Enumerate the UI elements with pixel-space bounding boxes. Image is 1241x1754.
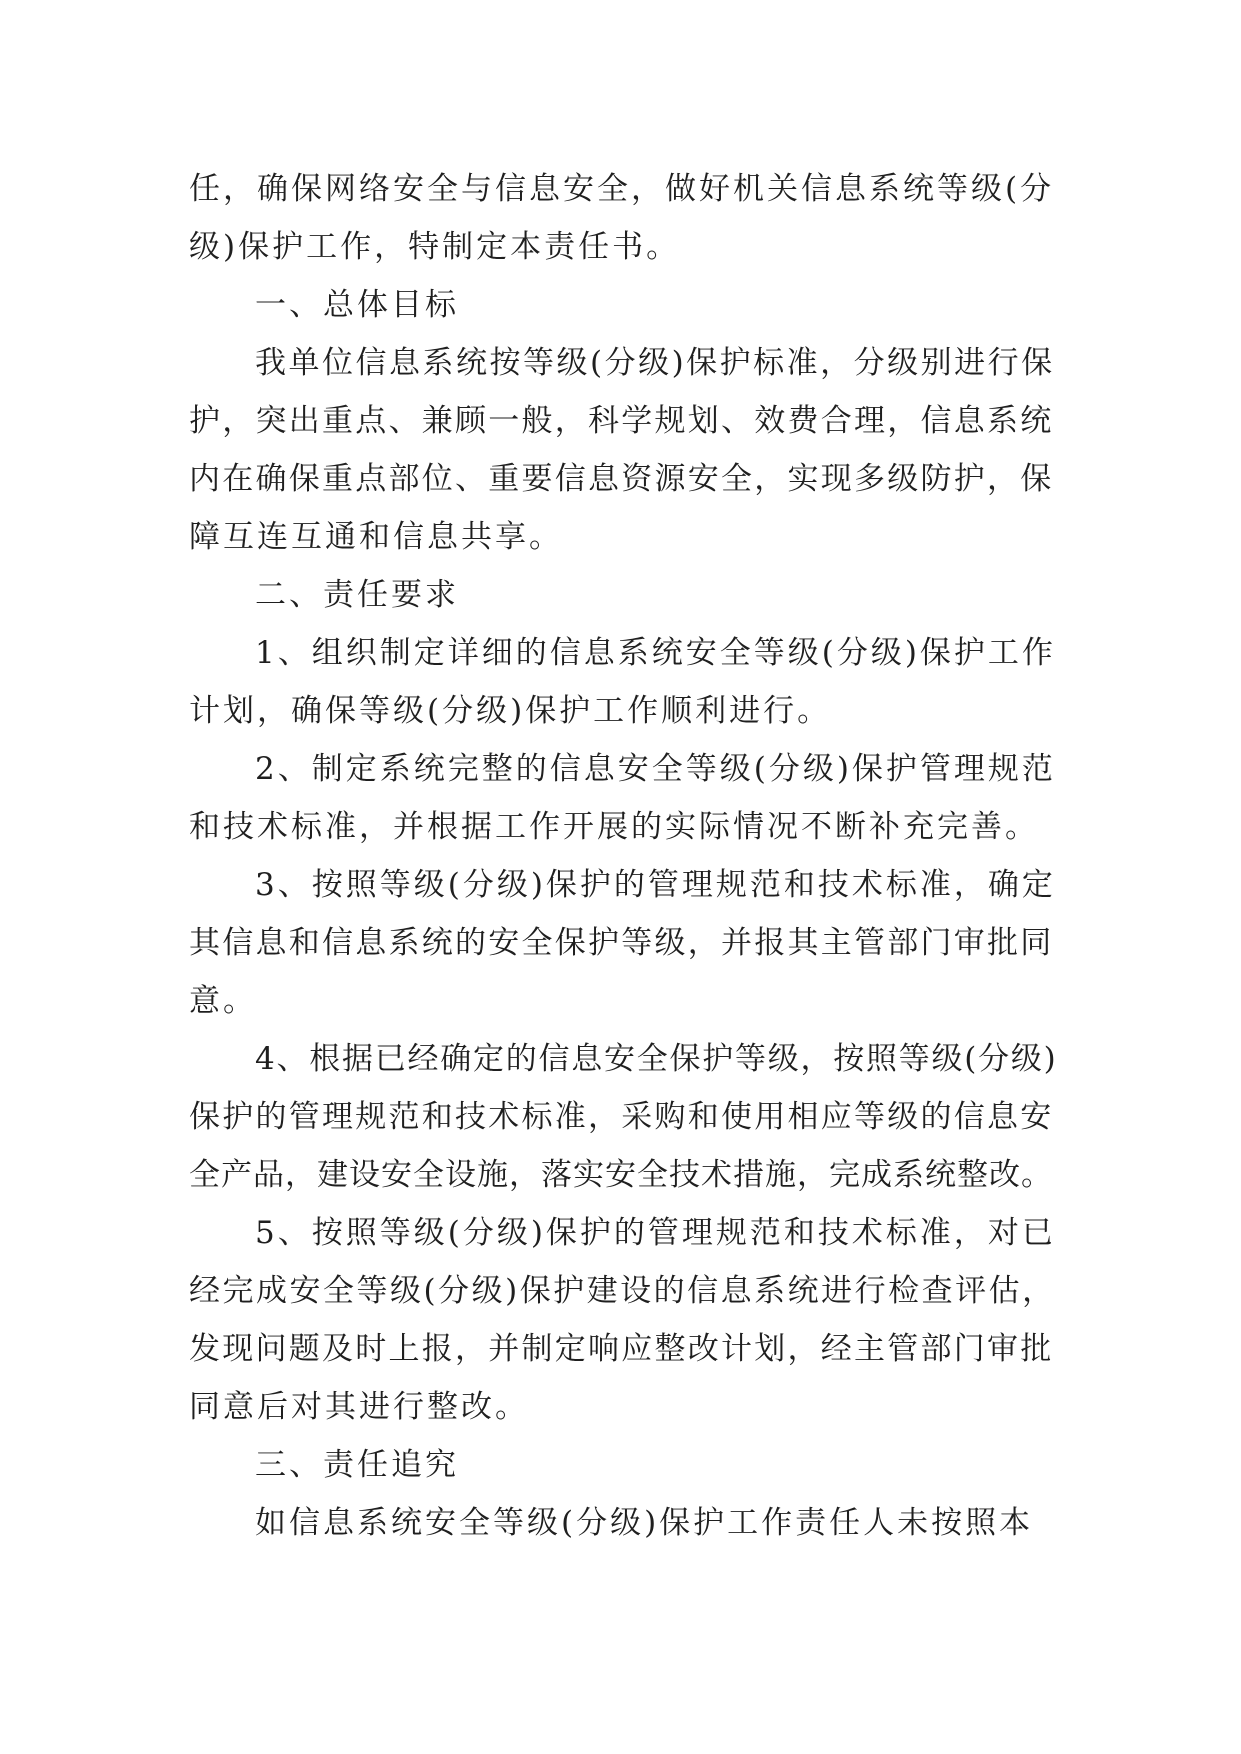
text-line: 发现问题及时上报，并制定响应整改计划，经主管部门审批 (189, 1331, 1054, 1367)
text-line: 保护的管理规范和技术标准，采购和使用相应等级的信息安 (189, 1099, 1054, 1135)
text-line: 2、制定系统完整的信息安全等级(分级)保护管理规范 (255, 751, 1056, 787)
text-line: 护，突出重点、兼顾一般，科学规划、效费合理，信息系统 (189, 403, 1054, 439)
text-line: 同意后对其进行整改。 (189, 1389, 529, 1425)
text-line: 计划，确保等级(分级)保护工作顺利进行。 (189, 693, 832, 729)
text-line: 其信息和信息系统的安全保护等级，并报其主管部门审批同 (189, 925, 1054, 961)
text-line: 我单位信息系统按等级(分级)保护标准，分级别进行保 (255, 345, 1055, 381)
text-line: 障互连互通和信息共享。 (189, 519, 563, 555)
section-heading: 三、责任追究 (255, 1447, 459, 1483)
document-body (189, 160, 1057, 1552)
text-line: 如信息系统安全等级(分级)保护工作责任人未按照本 (255, 1505, 1034, 1541)
section-heading: 一、总体目标 (255, 287, 459, 323)
text-line: 经完成安全等级(分级)保护建设的信息系统进行检查评估， (189, 1273, 1056, 1309)
text-line: 内在确保重点部位、重要信息资源安全，实现多级防护，保 (189, 461, 1054, 497)
text-line: 3、按照等级(分级)保护的管理规范和技术标准，确定 (255, 867, 1056, 903)
text-line: 全产品，建设安全设施，落实安全技术措施，完成系统整改。 (189, 1157, 1053, 1193)
text-line: 和技术标准，并根据工作开展的实际情况不断补充完善。 (189, 809, 1039, 845)
text-line: 任，确保网络安全与信息安全，做好机关信息系统等级(分 (189, 171, 1055, 207)
text-line: 4、根据已经确定的信息安全保护等级，按照等级(分级) (255, 1041, 1058, 1077)
text-line: 意。 (189, 983, 257, 1019)
text-line: 1、组织制定详细的信息系统安全等级(分级)保护工作 (255, 635, 1056, 671)
text-line: 5、按照等级(分级)保护的管理规范和技术标准，对已 (255, 1215, 1056, 1251)
section-heading: 二、责任要求 (255, 577, 459, 613)
text-line: 级)保护工作，特制定本责任书。 (189, 229, 681, 265)
